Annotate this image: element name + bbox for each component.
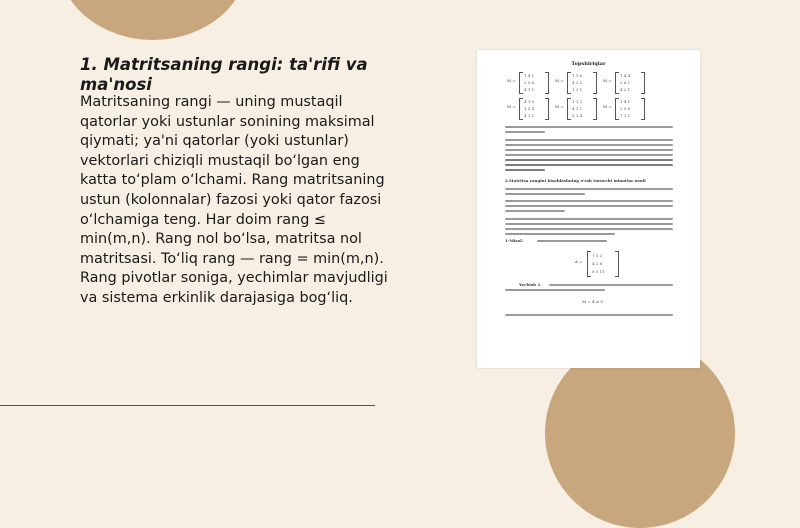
document-page-image: Topshiriqlar M = 1 4 1 2 5 6 4 1 1 M = 1 1 6 4 2 1 1 3 1 M = 1 4 4 2 6 1 4 2 1 M = 4 1 0 1 5 4 4 1 1 M = 1 1 2 4 1 1 5 1 4 M = 1 4 1 2 5 6 7 1 1 2.Matritsa rangini hisoblashning o'rab turuvchi minorlar usuli 1-Misol. A = 7 5 3 4 2 6 6 5 11 Yechish 1. M = 4 ≠ 0 — [477, 50, 700, 368]
divider-line — [0, 405, 375, 406]
minor-formula: M = 4 ≠ 0 — [582, 299, 603, 304]
slide-body-text: Matritsaning rangi — uning mustaqil qatorlar yoki ustunlar sonining maksimal qiymati; ya'ni qatorlar (yoki ustunlar) vektorlari chiziqli mustaqil bo‘lgan eng katta to‘plam o‘lchami. Rang matritsaning ustun (kolonnalar) fazosi yoki qator fazosi o‘lchamiga teng. Har doim rang ≤ min(m,n). Rang nol bo‘lsa, matritsa nol matritsasi. To‘liq rang — rang = min(m,n). Rang pivotlar soniga, yechimlar mavjudligi va sistema erkinlik darajasiga bog‘liq. — [80, 94, 388, 306]
document-section-heading: 2.Matritsa rangini hisoblashning o'rab turuvchi minorlar usuli — [505, 178, 646, 183]
document-heading: Topshiriqlar — [571, 61, 606, 67]
slide-title: 1. Matritsaning rangi: ta'rifi va ma'nosi — [80, 55, 368, 94]
document-solution-label: Yechish 1. — [519, 282, 542, 287]
document-example-label: 1-Misol. — [505, 238, 524, 243]
decorative-circle-top — [58, 0, 248, 40]
